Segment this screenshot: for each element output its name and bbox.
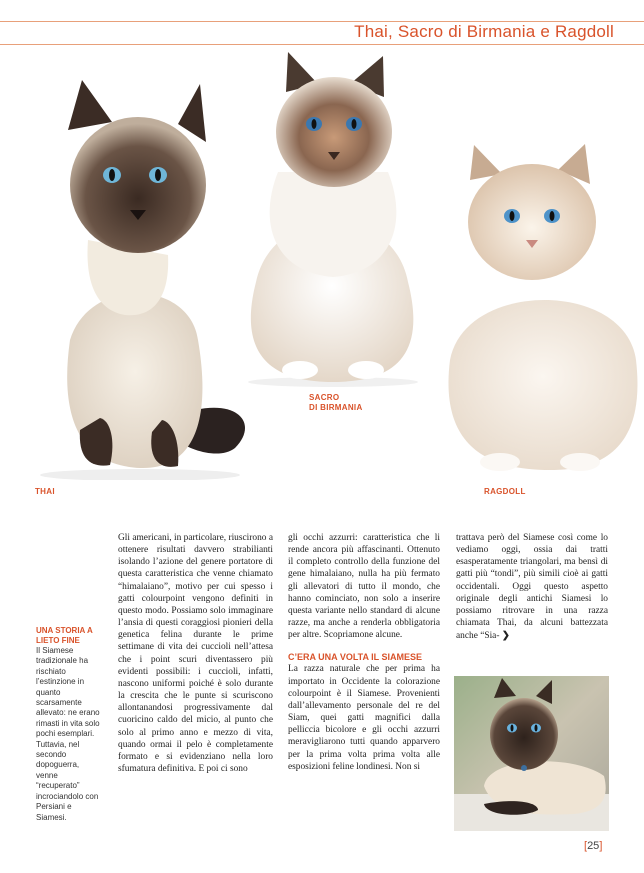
thai-cat-photo bbox=[30, 80, 260, 480]
sidebar-heading: UNA STORIA A LIETO FINE bbox=[36, 626, 93, 645]
page-number-open-bracket: [ bbox=[584, 840, 588, 852]
label-birmania-line2: DI BIRMANIA bbox=[309, 403, 363, 412]
page-number-close-bracket: ] bbox=[599, 840, 603, 852]
article-col2a-text: gli occhi azzurri: caratteristica che li rende ancora più affascinanti. Ottenuto il completo controllo della funzione del gene himalaiano, nulla ha più fermato gli allevatori di tutto il mondo, che hanno cominciato, non solo a inserire questa variante nello standard di alcune razze, ma anche a renderla obbligatoria per altre. Scopriamone alcune. bbox=[288, 533, 440, 641]
article-col1-text: Gli americani, in particolare, riuscirono a ottenere risultati davvero strabilianti isolando l’azione del genere portatore di questa caratteristica che venne chiamato “himalaiano”, motivo per cui spesso i gatti colourpoint vengono definiti in questo modo. Possiamo solo immaginare l’ansia di questi coraggiosi pionieri della genetica felina durante le prime settimane di vita dei cuccioli nell’attesa che i point scuri diventassero più evidenti possibili: i cuccioli, infatti, nascono uniformi poiché è solo durante la crescita che le punte si scuriscono allontanandosi progressivamente dal cuoricino caldo del micio, al punto che solo al primo anno e mezzo di vita, quando ormai il pelo è completamente formato e si evidenziano nella loro sfumatura definitiva. E poi ci sono bbox=[118, 533, 273, 774]
sidebar-box bbox=[36, 626, 102, 823]
article-col2b-text: La razza naturale che per prima ha importato in Occidente la colorazione colourpoint è il Siamese. Provenienti dall’allevamento personale del re del Siam, quei gatti magnifici dalla pelliccia bicolore e gli occhi azzurri meravigliarono tutti quando apparvero per la prima volta prima volta alle esposizioni feline londinesi. Non si bbox=[288, 664, 440, 772]
birman-cat-photo bbox=[238, 52, 428, 387]
label-birmania-line1: SACRO bbox=[309, 393, 340, 402]
article-col3-body: trattava però del Siamese così come lo vediamo oggi, ossia dai tratti esasperatamente triangolari, ma bensì di gatti più “tondi”, più simili cioè ai gatti occidentali. Oggi questo aspetto originale degli antichi Siamesi lo possiamo ritrovare in una razza chiamata Thai, da alcuni battezzata anche “Sia- bbox=[456, 533, 608, 642]
article-column-3 bbox=[456, 532, 608, 642]
page-number bbox=[584, 840, 602, 852]
label-thai: THAI bbox=[35, 487, 55, 496]
section-subhead: C’ERA UNA VOLTA IL SIAMESE bbox=[288, 652, 423, 663]
page-title: Thai, Sacro di Birmania e Ragdoll bbox=[354, 22, 614, 41]
article-column-1 bbox=[118, 532, 273, 775]
label-ragdoll: RAGDOLL bbox=[484, 487, 526, 496]
thai-cat-lying-photo bbox=[454, 676, 609, 831]
page-number-value: 25 bbox=[587, 840, 600, 852]
article-column-2 bbox=[288, 532, 440, 773]
sidebar-body: Il Siamese tradizionale ha rischiato l’estinzione in quanto scarsamente allevato: ne erano rimasti in vita solo pochi esemplari. Tuttavia, nel secondo dopoguerra, venne “recuperato” incrociandolo con Persiani e Siamesi. bbox=[36, 646, 100, 822]
header-rule-bottom bbox=[0, 44, 644, 45]
article-col3-text bbox=[456, 532, 608, 642]
label-birmania bbox=[309, 393, 363, 413]
ragdoll-kitten-photo bbox=[440, 140, 644, 475]
continue-arrow-icon: ❯ bbox=[501, 629, 510, 641]
